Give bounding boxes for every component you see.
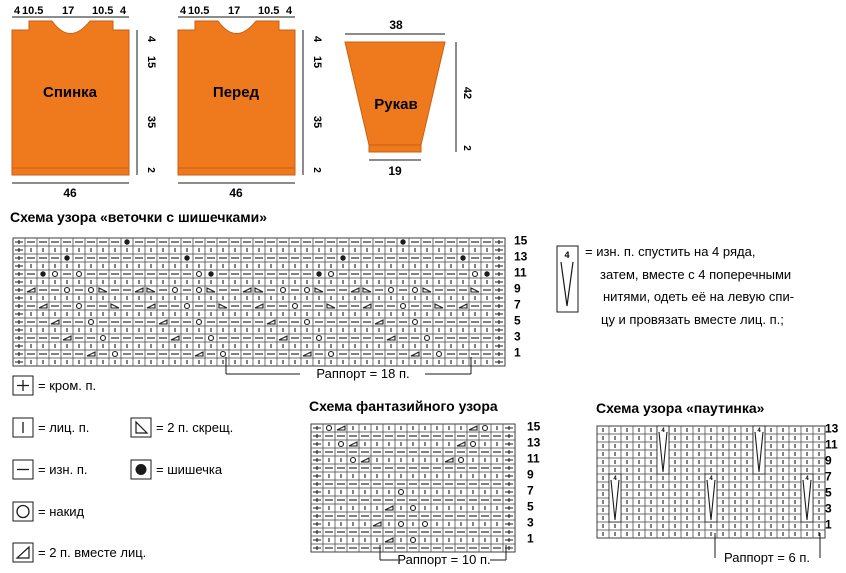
svg-text:4: 4 [805,476,809,482]
back-top-dim: 10.5 [92,5,114,17]
row-number: 5 [527,499,534,514]
row-number: 9 [514,281,521,296]
sleeve-shape [345,42,445,145]
legend [13,376,233,562]
back-piece [12,5,157,200]
front-side-dim: 15 [311,55,323,69]
back-side-dim: 15 [145,55,157,69]
row-number: 13 [825,421,839,436]
sleeve-piece [345,18,473,178]
chart1-title: Схема узора «веточки с шишечками» [10,209,268,225]
special-stitch-number: 4 [564,250,570,260]
special-stitch-line: = изн. п. спустить на 4 ряда, [585,244,756,259]
sleeve-top-dim: 38 [389,18,403,32]
row-number: 9 [825,453,832,468]
svg-text:4: 4 [709,476,713,482]
row-number: 5 [825,485,832,500]
back-top-dim: 4 [120,5,127,17]
legend-yo: = накид [38,504,85,519]
back-side-dim: 2 [145,167,156,173]
row-number: 1 [825,517,832,532]
svg-text:4: 4 [661,428,665,434]
row-number: 5 [514,313,521,328]
svg-text:4: 4 [613,476,617,482]
front-side-dim: 2 [311,167,322,173]
front-top-dim: 4 [286,5,293,17]
front-side-dim: 35 [311,115,323,129]
back-width-dim: 46 [63,186,77,200]
special-stitch-line: затем, вместе с 4 поперечными [600,267,792,282]
sleeve-side-dim: 42 [461,86,473,100]
row-number: 11 [527,451,540,466]
row-number: 3 [527,515,534,530]
row-number: 9 [527,467,534,482]
chart3-title: Схема узора «паутинка» [596,400,765,416]
chart2-grid [311,424,515,552]
back-label: Спинка [42,84,98,101]
special-stitch-note [557,244,794,327]
row-number: 7 [825,469,832,484]
front-top-dim: 10.5 [258,5,280,17]
front-piece [178,5,323,200]
chart2-title: Схема фантазийного узора [309,398,498,414]
chart3-row-numbers [825,422,839,532]
sleeve-label: Рукав [374,96,418,113]
svg-text:4: 4 [757,428,761,434]
legend-bobble: = шишечка [156,462,223,477]
sleeve-bottom-dim: 19 [388,164,402,178]
front-top-dim: 10.5 [188,5,210,17]
row-number: 15 [514,233,528,248]
back-top-dim: 4 [14,5,21,17]
row-number: 13 [527,435,541,450]
sleeve-cuff [369,145,421,152]
sleeve-side-dim: 2 [461,145,472,151]
row-number: 7 [527,483,534,498]
back-rib-band [12,168,129,175]
row-number: 11 [514,265,527,280]
front-label: Перед [212,84,260,101]
row-number: 7 [514,297,521,312]
back-side-dim: 4 [145,35,157,43]
chart2-repeat: Раппорт = 10 п. [397,552,491,567]
row-number: 1 [527,531,534,546]
back-top-dim: 10.5 [22,5,44,17]
row-number: 11 [825,437,838,452]
legend-knit: = лиц. п. [38,420,90,435]
row-number: 3 [514,329,521,344]
front-top-dim: 4 [180,5,187,17]
legend-k2tog: = 2 п. вместе лиц. [38,545,147,560]
special-stitch-line: цу и провязать вместе лиц. п.; [601,312,784,327]
front-width-dim: 46 [229,186,243,200]
chart1-row-numbers [514,234,528,360]
chart1-repeat: Раппорт = 18 п. [316,366,410,381]
row-number: 3 [825,501,832,516]
legend-edge: = кром. п. [38,378,97,393]
front-side-dim: 4 [311,35,323,43]
front-rib-band [178,168,295,175]
legend-cross: = 2 п. скрещ. [156,420,234,435]
chart2-row-numbers [527,420,541,546]
front-top-dim: 17 [228,5,241,17]
chart1-grid [13,238,505,366]
row-number: 1 [514,345,521,360]
row-number: 15 [527,419,541,434]
back-side-dim: 35 [145,115,157,129]
back-top-dim: 17 [62,5,75,17]
row-number: 13 [514,249,528,264]
chart3-repeat: Раппорт = 6 п. [724,550,810,565]
legend-purl: = изн. п. [38,462,88,477]
chart3-grid [597,426,825,538]
special-stitch-line: нитями, одеть её на левую спи- [603,289,795,304]
